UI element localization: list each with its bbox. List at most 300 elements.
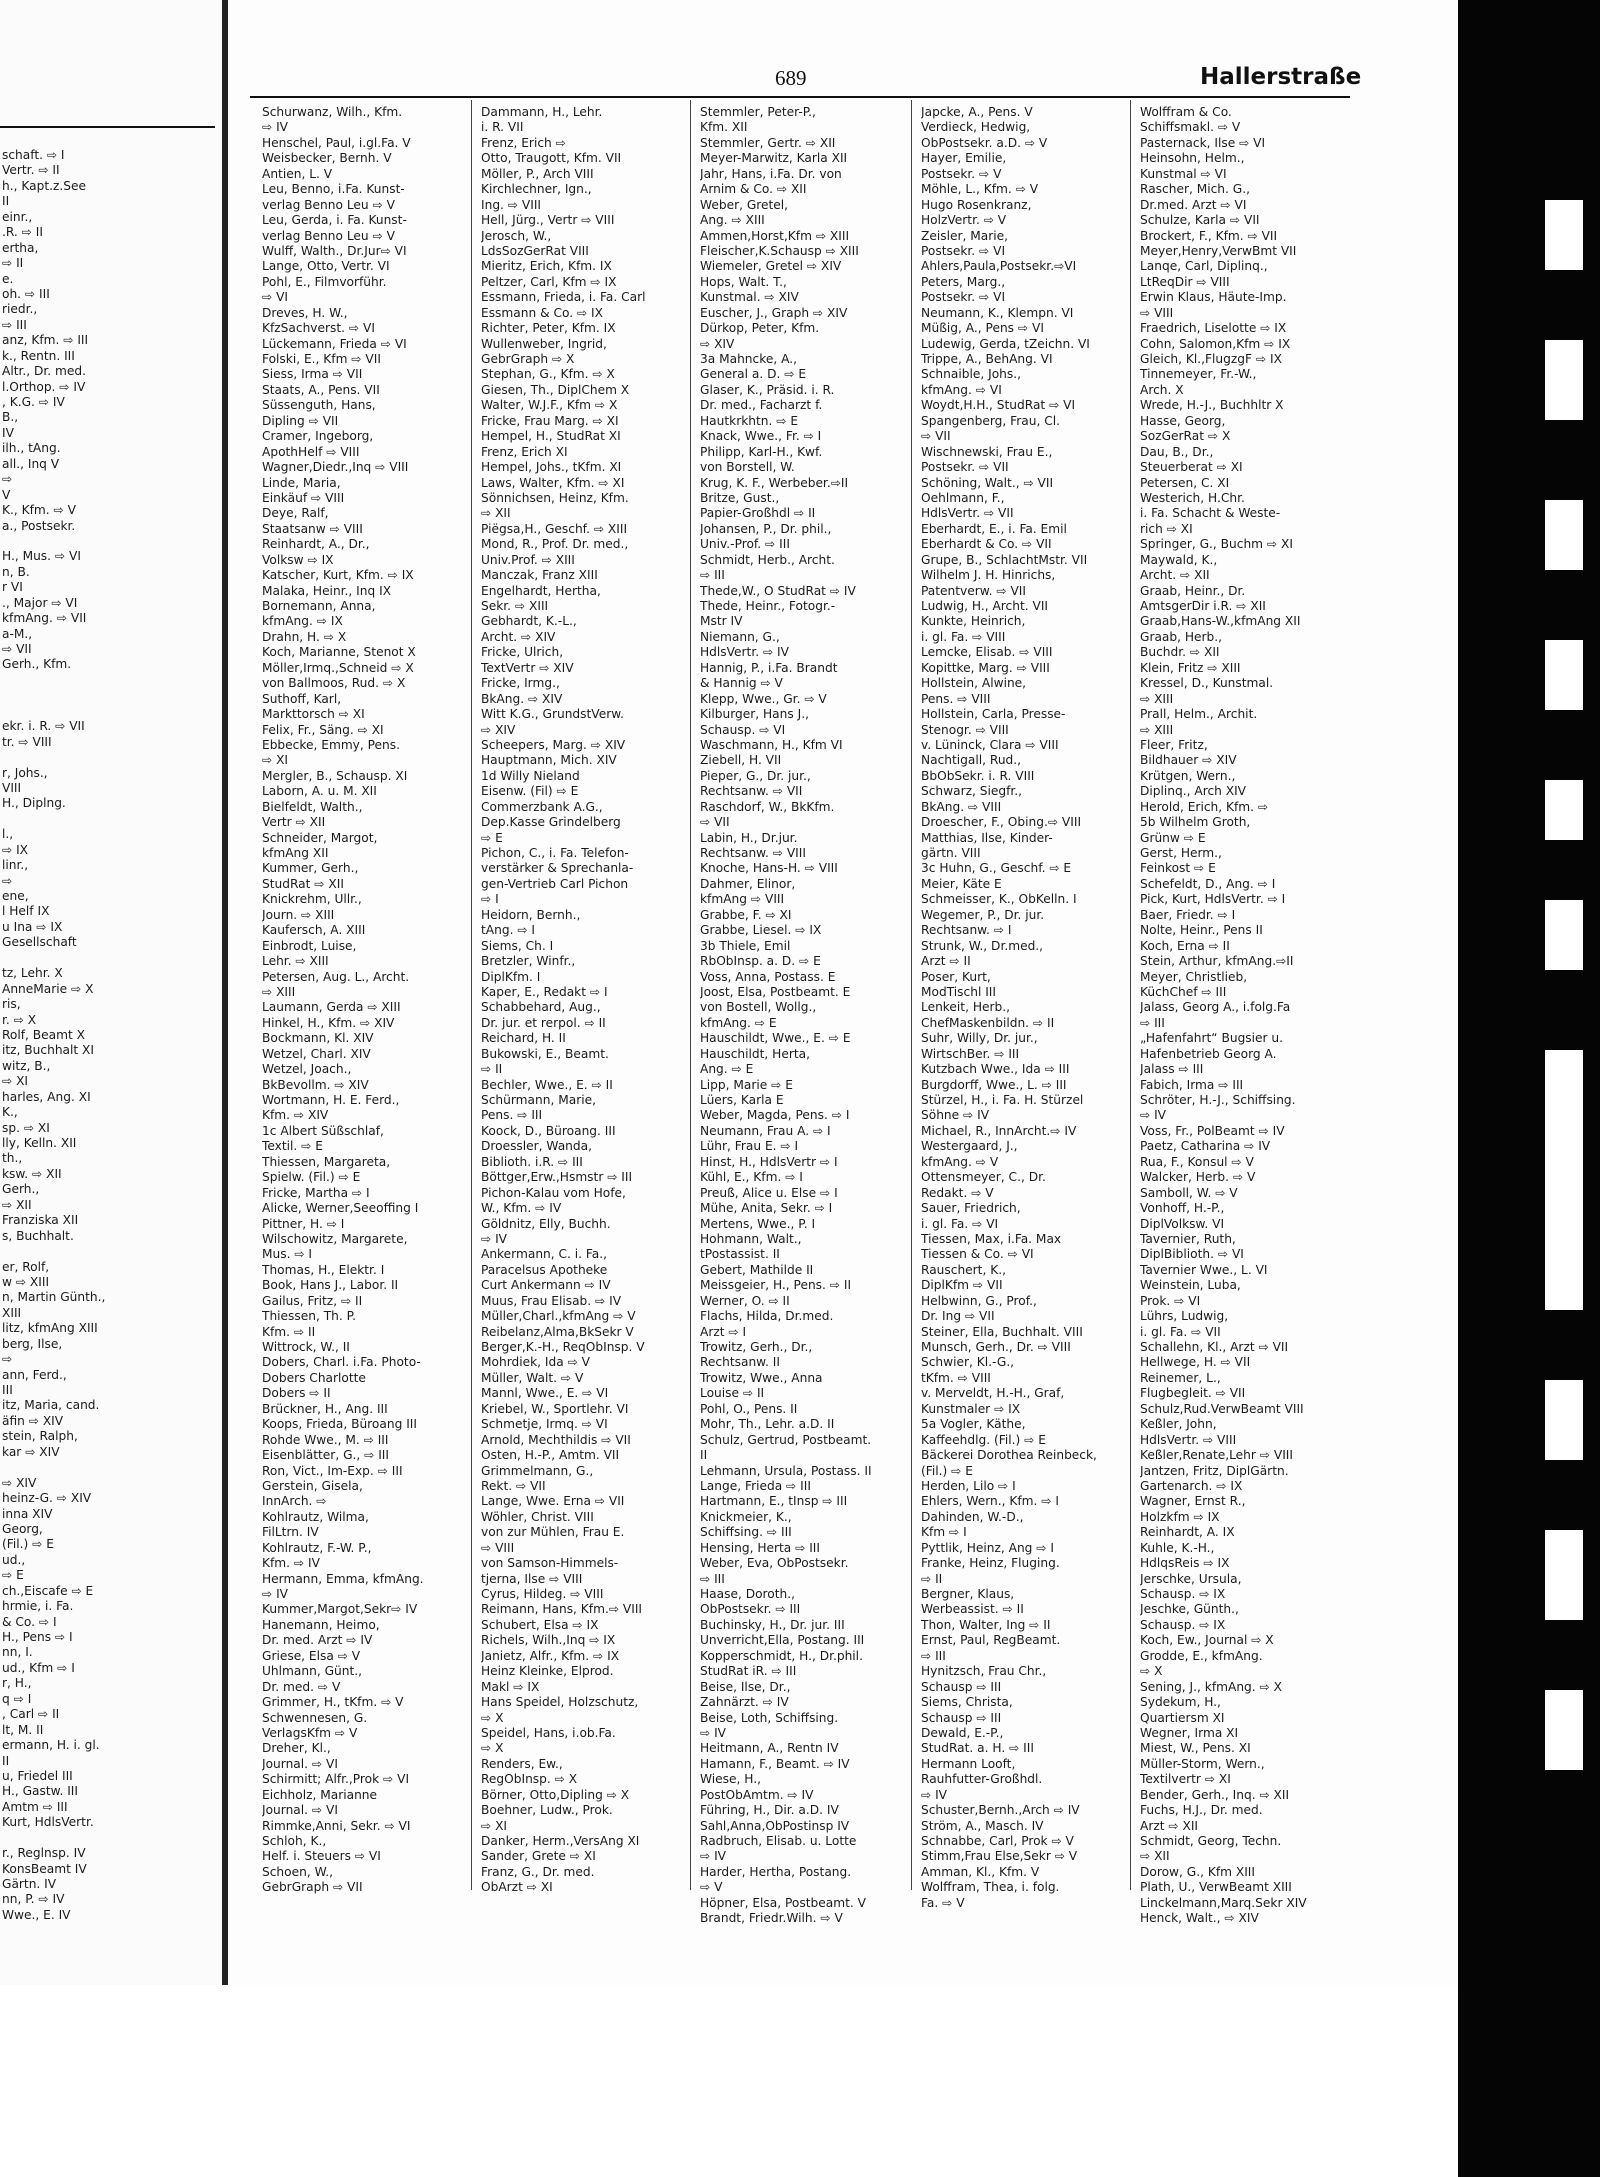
header-rule: [250, 96, 1350, 98]
directory-entry-line: Graab, Herb.,: [1140, 629, 1223, 644]
left-page-line: ilh., tAng.: [2, 441, 61, 456]
directory-entry-line: Hanemann, Heimo,: [262, 1617, 380, 1632]
directory-entry-line: Univ.Prof. ⇨ XIII: [481, 552, 575, 567]
directory-entry-line: Cramer, Ingeborg,: [262, 429, 374, 444]
directory-entry-line: & Hannig ⇨ V: [700, 676, 783, 691]
left-page-line: heinz-G. ⇨ XIV: [2, 1491, 92, 1506]
directory-entry-line: Reibelanz,Alma,BkSekr V: [481, 1324, 634, 1339]
directory-entry-line: ⇨ XIII: [1140, 722, 1174, 737]
directory-entry-line: Ludwig, H., Archt. VII: [921, 599, 1049, 613]
directory-entry-line: W., Kfm. ⇨ IV: [481, 1201, 562, 1216]
directory-entry-line: Thede,W., O StudRat ⇨ IV: [700, 583, 856, 598]
directory-entry-line: Koock, D., Büroang. III: [481, 1123, 616, 1138]
directory-entry-line: Rohde Wwe., M. ⇨ III: [262, 1432, 389, 1447]
scan-edge-marks: [1545, 200, 1585, 1900]
directory-entry-line: kfmAng. ⇨ VI: [921, 382, 1002, 397]
directory-entry-line: tjerna, Ilse ⇨ VIII: [481, 1571, 583, 1586]
directory-entry-line: Wöhler, Christ. VIII: [481, 1509, 594, 1524]
left-page-line: Rolf, Beamt X: [2, 1027, 86, 1042]
directory-entry-line: Jantzen, Fritz, DiplGärtn.: [1140, 1463, 1289, 1478]
directory-entry-line: DiplVolksw. VI: [1140, 1216, 1225, 1231]
directory-entry-line: Cyrus, Hildeg. ⇨ VIII: [481, 1587, 604, 1601]
directory-entry-line: 3a Mahncke, A.,: [700, 352, 797, 366]
directory-entry-line: Thon, Walter, Ing ⇨ II: [921, 1617, 1051, 1632]
directory-entry-line: Haase, Doroth.,: [700, 1587, 795, 1601]
directory-entry-line: Arnold, Mechthildis ⇨ VII: [481, 1432, 631, 1447]
directory-entry-line: von Ballmoos, Rud. ⇨ X: [262, 676, 406, 691]
left-page-line: ⇨: [2, 472, 13, 487]
directory-entry-line: ⇨ X: [1140, 1664, 1163, 1679]
directory-entry-line: Krütgen, Wern.,: [1140, 768, 1236, 783]
directory-entry-line: Makl ⇨ IX: [481, 1679, 540, 1694]
left-page-line: [2, 750, 220, 765]
directory-entry-line: Maywald, K.,: [1140, 552, 1218, 567]
directory-entry-line: „Hafenfahrt“ Bugsier u.: [1140, 1031, 1284, 1046]
directory-entry-line: Engelhardt, Hertha,: [481, 583, 601, 598]
directory-entry-line: Krug, K. F., Werbeber.⇨II: [700, 475, 849, 490]
directory-entry-line: Koops, Frieda, Büroang III: [262, 1417, 417, 1432]
directory-entry-line: PostObAmtm. ⇨ IV: [700, 1787, 814, 1802]
column-separator: [690, 100, 691, 1890]
directory-entry-line: Poser, Kurt,: [921, 969, 991, 984]
directory-entry-line: Hempel, Johs., tKfm. XI: [481, 460, 622, 475]
left-page-line: l.,: [2, 827, 14, 842]
directory-entry-line: tPostassist. II: [700, 1247, 780, 1262]
directory-entry-line: DiplKfm. I: [481, 969, 541, 984]
directory-entry-line: Kriebel, W., Sportlehr. VI: [481, 1401, 629, 1416]
left-page-line: l Helf IX: [2, 904, 50, 919]
directory-entry-line: ⇨ V: [700, 1880, 723, 1895]
directory-entry-line: Mstr IV: [700, 614, 743, 629]
directory-entry-line: ⇨ VIII: [1140, 305, 1174, 320]
left-page-line: w ⇨ XIII: [2, 1274, 50, 1289]
directory-entry-line: Dewald, E.-P.,: [921, 1725, 1004, 1740]
scan-mark: [1545, 500, 1583, 570]
scan-mark: [1545, 1690, 1583, 1770]
directory-entry-line: Jeschke, Günth.,: [1140, 1602, 1239, 1617]
directory-entry-line: Franke, Heinz, Fluging.: [921, 1556, 1060, 1571]
directory-entry-line: Schulz, Gertrud, Postbeamt.: [700, 1432, 872, 1447]
directory-entry-line: Verdieck, Hedwig,: [921, 120, 1031, 135]
left-page-line: r. ⇨ X: [2, 1012, 37, 1027]
directory-entry-line: von Bostell, Wollg.,: [700, 1000, 817, 1015]
directory-entry-line: Fricke, Frau Marg. ⇨ XI: [481, 413, 619, 428]
directory-entry-line: Oehlmann, F.,: [921, 490, 1005, 505]
left-page-line: III: [2, 1383, 13, 1397]
directory-entry-line: Hollstein, Carla, Presse-: [921, 707, 1066, 722]
directory-entry-line: Grabbe, F. ⇨ XI: [700, 907, 792, 922]
directory-entry-line: Glaser, K., Präsid. i. R.: [700, 382, 835, 397]
directory-entry-line: Bielfeldt, Walth.,: [262, 799, 363, 814]
directory-entry-line: kfmAng XII: [262, 846, 329, 860]
left-page-line: n, B.: [2, 564, 30, 579]
directory-entry-line: Hensing, Herta ⇨ III: [700, 1540, 820, 1555]
directory-entry-line: Unverricht,Ella, Postang. III: [700, 1633, 865, 1648]
directory-entry-line: Wilschowitz, Margarete,: [262, 1231, 408, 1246]
directory-entry-line: Prall, Helm., Archit.: [1140, 707, 1258, 722]
directory-entry-line: ObPostsekr. a.D. ⇨ V: [921, 135, 1048, 150]
directory-entry-line: Sauer, Friedrich,: [921, 1201, 1021, 1216]
directory-entry-line: Griese, Elsa ⇨ V: [262, 1648, 361, 1663]
directory-entry-line: Mergler, B., Schausp. XI: [262, 768, 408, 783]
left-page-line: er, Rolf,: [2, 1259, 50, 1274]
directory-entry-line: Schefeldt, D., Ang. ⇨ I: [1140, 876, 1276, 891]
directory-entry-line: Radbruch, Elisab. u. Lotte: [700, 1834, 857, 1848]
directory-entry-line: Richels, Wilh.,Inq ⇨ IX: [481, 1633, 616, 1648]
left-page-line: Franziska XII: [2, 1213, 79, 1228]
directory-entry-line: HdlsVertr. ⇨ IV: [700, 645, 789, 660]
directory-entry-line: Dahmer, Elinor,: [700, 876, 796, 891]
left-page-line: sp. ⇨ XI: [2, 1120, 50, 1135]
directory-entry-line: Munsch, Gerh., Dr. ⇨ VIII: [921, 1340, 1071, 1354]
directory-entry-line: Dobers ⇨ II: [262, 1386, 331, 1401]
directory-entry-line: Keßler,Renate,Lehr ⇨ VIII: [1140, 1448, 1293, 1463]
directory-entry-line: Tiessen & Co. ⇨ VI: [921, 1247, 1034, 1262]
directory-entry-line: Graab,Hans-W.,kfmAng XII: [1140, 614, 1301, 629]
left-page-line: q ⇨ I: [2, 1691, 32, 1706]
scan-mark: [1545, 200, 1583, 270]
directory-entry-line: Schiffsing. ⇨ III: [700, 1525, 792, 1540]
directory-entry-line: Fleischer,K.Schausp ⇨ XIII: [700, 243, 859, 258]
directory-entry-line: Japcke, A., Pens. V: [921, 105, 1033, 119]
directory-entry-line: Pichon, C., i. Fa. Telefon-: [481, 846, 629, 860]
directory-entry-line: ⇨ XI: [481, 1818, 508, 1833]
directory-entry-line: Stemmler, Peter-P.,: [700, 105, 816, 119]
directory-entry-line: Kaufersch, A. XIII: [262, 923, 366, 938]
directory-entry-line: Euscher, J., Graph ⇨ XIV: [700, 305, 848, 320]
directory-entry-line: verstärker & Sprechanla-: [481, 861, 634, 876]
directory-entry-line: Hartmann, E., tInsp ⇨ III: [700, 1494, 848, 1509]
directory-entry-line: Dau, B., Dr.,: [1140, 444, 1214, 459]
directory-entry-line: Dr. med., Facharzt f.: [700, 398, 823, 413]
left-page-line: ch.,Eiscafe ⇨ E: [2, 1583, 94, 1598]
directory-entry-line: Stemmler, Gertr. ⇨ XII: [700, 135, 836, 150]
directory-entry-line: Lückemann, Frieda ⇨ VI: [262, 336, 407, 351]
directory-entry-line: Erwin Klaus, Häute-Imp.: [1140, 290, 1287, 305]
directory-entry-line: Bukowski, E., Beamt.: [481, 1046, 609, 1061]
left-page-line: schaft. ⇨ I: [2, 148, 65, 162]
directory-entry-line: Weinstein, Luba,: [1140, 1278, 1241, 1293]
column-separator: [471, 100, 472, 1890]
directory-entry-line: Suhr, Willy, Dr. jur.,: [921, 1031, 1038, 1046]
directory-entry-line: Osten, H.-P., Amtm. VII: [481, 1448, 620, 1463]
directory-entry-line: Rimmke,Anni, Sekr. ⇨ VI: [262, 1818, 411, 1833]
directory-entry-line: Prok. ⇨ VI: [1140, 1293, 1201, 1308]
directory-entry-line: Schulze, Karla ⇨ VII: [1140, 213, 1260, 228]
directory-entry-line: Schmeisser, K., ObKelln. I: [921, 892, 1077, 907]
left-page-line: [2, 1244, 220, 1259]
directory-entry-line: Grimmer, H., tKfm. ⇨ V: [262, 1695, 404, 1710]
directory-entry-line: Dr. med. ⇨ V: [262, 1679, 341, 1694]
directory-entry-line: Weber, Gretel,: [700, 197, 789, 212]
directory-entry-line: DiplBiblioth. ⇨ VI: [1140, 1247, 1244, 1262]
directory-entry-line: Curt Ankermann ⇨ IV: [481, 1278, 611, 1293]
left-page-line: VIII: [2, 780, 22, 795]
left-page-line: ., Major ⇨ VI: [2, 595, 78, 610]
directory-entry-line: verlag Benno Leu ⇨ V: [262, 197, 395, 212]
left-page-line: Kurt, HdlsVertr.: [2, 1815, 94, 1830]
left-page-line: , Carl ⇨ II: [2, 1707, 60, 1722]
directory-entry-line: Heitmann, A., Rentn IV: [700, 1741, 839, 1756]
directory-entry-line: Suthoff, Karl,: [262, 691, 342, 706]
directory-entry-line: Boehner, Ludw., Prok.: [481, 1803, 613, 1818]
directory-entry-line: Wegner, Irma XI: [1140, 1725, 1239, 1740]
scan-mark: [1545, 900, 1583, 970]
directory-entry-line: Ankermann, C. i. Fa.,: [481, 1247, 608, 1262]
directory-entry-line: Rechtsanw. ⇨ I: [921, 923, 1012, 938]
directory-entry-line: Alicke, Werner,Seeoffing I: [262, 1201, 419, 1216]
directory-entry-line: Brandt, Friedr.Wilh. ⇨ V: [700, 1911, 843, 1926]
left-page-line: Gerh., Kfm.: [2, 657, 72, 672]
directory-entry-line: Linde, Maria,: [262, 475, 341, 490]
directory-entry-line: Fuchs, H.J., Dr. med.: [1140, 1803, 1263, 1818]
directory-entry-line: Drahn, H. ⇨ X: [262, 629, 347, 644]
directory-entry-line: Witt K.G., GrundstVerw.: [481, 707, 624, 722]
left-page-line: .R. ⇨ II: [2, 225, 43, 240]
left-page-line: ene,: [2, 889, 29, 903]
left-page-line: B.,: [2, 410, 19, 425]
directory-entry-line: ⇨ XIII: [262, 984, 296, 999]
directory-entry-line: Lehr. ⇨ XIII: [262, 954, 329, 969]
directory-entry-line: BkAng. ⇨ VIII: [921, 799, 1002, 814]
left-page-line: [2, 704, 220, 719]
directory-entry-line: Labin, H., Dr.jur.: [700, 830, 798, 845]
directory-entry-line: Bender, Gerh., Inq. ⇨ XII: [1140, 1787, 1290, 1802]
directory-entry-line: Hellwege, H. ⇨ VII: [1140, 1355, 1251, 1370]
directory-entry-line: Reinhardt, A. IX: [1140, 1525, 1235, 1540]
left-page-line: hrmie, i. Fa.: [2, 1599, 74, 1614]
directory-entry-line: Hautkrkhtn. ⇨ E: [700, 413, 799, 428]
directory-entry-line: Rascher, Mich. G.,: [1140, 182, 1250, 197]
left-page-line: H., Diplng.: [2, 796, 66, 811]
left-page-line: äfin ⇨ XIV: [2, 1413, 64, 1428]
directory-entry-line: Volksw ⇨ IX: [262, 552, 334, 567]
directory-entry-line: Nachtigall, Rud.,: [921, 753, 1022, 768]
directory-entry-line: i. gl. Fa. ⇨ VIII: [921, 629, 1006, 644]
left-page-line: tr. ⇨ VIII: [2, 734, 52, 749]
left-page-line: Wwe., E. IV: [2, 1907, 71, 1922]
directory-entry-line: Rechtsanw. II: [700, 1355, 780, 1370]
directory-entry-line: Deye, Ralf,: [262, 506, 329, 521]
directory-entry-line: RbObInsp. a. D. ⇨ E: [700, 954, 821, 969]
directory-entry-line: Kunstmal. ⇨ XIV: [700, 290, 799, 305]
directory-entry-line: Hermann Looft,: [921, 1756, 1016, 1771]
directory-entry-line: Eberhardt, E., i. Fa. Emil: [921, 521, 1067, 536]
directory-entry-line: Hamann, F., Beamt. ⇨ IV: [700, 1756, 850, 1771]
directory-entry-line: Schneider, Margot,: [262, 830, 378, 845]
directory-entry-line: Walter, W.J.F., Kfm ⇨ X: [481, 398, 618, 413]
left-page-line: nn, I.: [2, 1645, 33, 1660]
left-page-line: V: [2, 487, 11, 502]
directory-entry-line: Grodde, E., kfmAng.: [1140, 1648, 1263, 1663]
directory-entry-line: Helbwinn, G., Prof.,: [921, 1293, 1037, 1308]
directory-entry-line: Leu, Benno, i.Fa. Kunst-: [262, 182, 405, 197]
directory-entry-line: Postsekr. ⇨ VII: [921, 460, 1009, 475]
directory-entry-line: Hauptmann, Mich. XIV: [481, 753, 617, 768]
directory-entry-line: Matthias, Ilse, Kinder-: [921, 830, 1053, 845]
left-page-line: IV: [2, 425, 14, 440]
left-page-line: XIII: [2, 1305, 22, 1320]
directory-entry-line: kfmAng. ⇨ IX: [262, 614, 343, 629]
directory-entry-line: Droescher, F., Obing.⇨ VIII: [921, 815, 1082, 830]
directory-entry-line: Meyer,Henry,VerwBmt VII: [1140, 243, 1297, 258]
left-page-line: berg, Ilse,: [2, 1336, 63, 1351]
directory-entry-line: Graab, Heinr., Dr.: [1140, 583, 1246, 598]
directory-entry-line: Beise, Ilse, Dr.,: [700, 1679, 791, 1694]
directory-entry-line: Schausp. ⇨ IX: [1140, 1587, 1226, 1601]
left-page-line: KonsBeamt IV: [2, 1861, 87, 1876]
directory-entry-line: von Samson-Himmels-: [481, 1556, 619, 1571]
directory-entry-line: Richter, Peter, Kfm. IX: [481, 321, 616, 336]
directory-entry-line: General a. D. ⇨ E: [700, 367, 807, 382]
directory-entry-line: Reinemer, L.,: [1140, 1370, 1221, 1385]
directory-entry-line: Quartiersm XI: [1140, 1710, 1225, 1725]
directory-entry-line: Wittrock, W., II: [262, 1340, 350, 1354]
directory-entry-line: Gebert, Mathilde II: [700, 1262, 814, 1277]
directory-entry-line: Möller,Irmq.,Schneid ⇨ X: [262, 660, 414, 675]
directory-entry-line: Lemcke, Elisab. ⇨ VIII: [921, 645, 1053, 660]
left-page-line: witz, B.,: [2, 1058, 51, 1073]
directory-entry-line: Cohn, Salomon,Kfm ⇨ IX: [1140, 336, 1291, 351]
directory-entry-line: ⇨ II: [921, 1571, 943, 1586]
directory-entry-line: Harder, Hertha, Postang.: [700, 1864, 852, 1879]
directory-entry-line: Söhne ⇨ IV: [921, 1108, 990, 1123]
left-page-line: [2, 688, 220, 703]
directory-entry-line: Bornemann, Anna,: [262, 599, 376, 613]
directory-entry-line: Giesen, Th., DiplChem X: [481, 382, 630, 397]
directory-entry-line: Rauschert, K.,: [921, 1262, 1006, 1277]
left-page-line: n, Martin Günth.,: [2, 1290, 106, 1305]
directory-entry-line: ⇨ X: [481, 1741, 504, 1756]
directory-entry-line: Jalass, Georg A., i.folg.Fa: [1140, 1000, 1291, 1015]
directory-entry-line: Wulff, Walth., Dr.Jur⇨ VI: [262, 243, 407, 258]
directory-entry-line: Ziebell, H. VII: [700, 753, 782, 768]
left-page-line: H., Pens ⇨ I: [2, 1630, 73, 1644]
left-page-line: k., Rentn. III: [2, 348, 75, 363]
directory-entry-line: Sahl,Anna,ObPostinsp IV: [700, 1818, 850, 1833]
directory-entry-line: Burgdorff, Wwe., L. ⇨ III: [921, 1077, 1067, 1092]
left-page-line: itz, Maria, cand.: [2, 1398, 100, 1413]
left-page-line: ⇨: [2, 1352, 13, 1367]
directory-entry-line: Schloh, K.,: [262, 1834, 327, 1848]
directory-entry-line: Petersen, C. XI: [1140, 475, 1230, 490]
directory-entry-line: Dobers Charlotte: [262, 1370, 366, 1385]
directory-entry-line: Dorow, G., Kfm XIII: [1140, 1864, 1255, 1879]
directory-entry-line: Uhlmann, Günt.,: [262, 1664, 362, 1679]
directory-entry-line: Dipling ⇨ VII: [262, 413, 339, 428]
directory-entry-line: Gleich, Kl.,FlugzgF ⇨ IX: [1140, 352, 1282, 366]
directory-entry-line: Preuß, Alice u. Else ⇨ I: [700, 1185, 838, 1200]
directory-entry-line: Schmidt, Herb., Archt.: [700, 552, 835, 567]
directory-entry-line: Tavernier Wwe., L. VI: [1140, 1262, 1268, 1277]
directory-entry-line: Kohlrautz, Wilma,: [262, 1509, 369, 1524]
directory-entry-line: Schröter, H.-J., Schiffsing.: [1140, 1093, 1296, 1107]
directory-entry-line: Laws, Walter, Kfm. ⇨ XI: [481, 475, 625, 490]
left-page-line: ⇨ E: [2, 1568, 24, 1583]
directory-entry-line: Gebhardt, K.-L.,: [481, 614, 577, 629]
directory-entry-line: Schallehn, Kl., Arzt ⇨ VII: [1140, 1340, 1289, 1354]
directory-entry-line: Renders, Ew.,: [481, 1756, 563, 1771]
directory-column-2: [481, 105, 686, 1896]
directory-entry-line: Niemann, G.,: [700, 629, 780, 644]
scan-mark: [1545, 1530, 1583, 1620]
directory-entry-line: LtReqDir ⇨ VIII: [1140, 274, 1230, 289]
directory-entry-line: Einbrodt, Luise,: [262, 938, 357, 953]
directory-entry-line: Wortmann, H. E. Ferd.,: [262, 1093, 400, 1107]
left-page-line: all., Inq V: [2, 456, 60, 471]
directory-entry-line: Westergaard, J.,: [921, 1139, 1018, 1154]
directory-entry-line: Wiemeler, Gretel ⇨ XIV: [700, 259, 842, 274]
directory-entry-line: Lanqe, Carl, Diplinq.,: [1140, 259, 1268, 274]
directory-entry-line: Reimann, Hans, Kfm.⇨ VIII: [481, 1602, 643, 1617]
directory-entry-line: Droessler, Wanda,: [481, 1139, 592, 1154]
directory-entry-line: Eichholz, Marianne: [262, 1787, 378, 1802]
directory-entry-line: Kilburger, Hans J.,: [700, 707, 809, 722]
directory-entry-line: HdlqsReis ⇨ IX: [1140, 1556, 1230, 1571]
directory-entry-line: Dreves, H. W.,: [262, 305, 348, 320]
directory-entry-line: Ehlers, Wern., Kfm. ⇨ I: [921, 1494, 1059, 1509]
directory-entry-line: Lipp, Marie ⇨ E: [700, 1077, 793, 1092]
left-page-line: nn, P. ⇨ IV: [2, 1892, 65, 1907]
directory-entry-line: Kfm. ⇨ IV: [262, 1556, 320, 1571]
directory-entry-line: Grimmelmann, G.,: [481, 1463, 594, 1478]
directory-entry-line: Muus, Frau Elisab. ⇨ IV: [481, 1293, 622, 1308]
directory-entry-line: Ebbecke, Emmy, Pens.: [262, 737, 401, 752]
directory-entry-line: Helf. i. Steuers ⇨ VI: [262, 1849, 381, 1864]
left-page-line: harles, Ang. XI: [2, 1089, 91, 1104]
left-page-line: & Co. ⇨ I: [2, 1614, 57, 1629]
directory-entry-line: Dammann, H., Lehr.: [481, 105, 603, 119]
left-page-line: a., Postsekr.: [2, 518, 76, 533]
directory-entry-line: HdlsVertr. ⇨ VIII: [1140, 1432, 1237, 1447]
directory-entry-line: Meyer-Marwitz, Karla XII: [700, 151, 848, 166]
directory-entry-line: Bretzler, Winfr.,: [481, 954, 576, 969]
directory-entry-line: Schnaible, Johs.,: [921, 367, 1021, 382]
left-page-line: ⇨: [2, 873, 13, 888]
directory-entry-line: Kühl, E., Kfm. ⇨ I: [700, 1170, 803, 1185]
directory-entry-line: Bechler, Wwe., E. ⇨ II: [481, 1077, 613, 1092]
directory-entry-line: Wolffram, Thea, i. folg.: [921, 1880, 1060, 1895]
directory-entry-line: Schirmitt; Alfr.,Prok ⇨ VI: [262, 1772, 410, 1787]
directory-entry-line: ⇨ II: [481, 1062, 503, 1077]
directory-entry-line: Ahlers,Paula,Postsekr.⇨VI: [921, 259, 1077, 274]
directory-entry-line: ⇨ IV: [481, 1231, 508, 1246]
directory-entry-line: StudRat ⇨ XII: [262, 876, 344, 891]
directory-entry-line: Paracelsus Apotheke: [481, 1262, 608, 1277]
directory-entry-line: Heidorn, Bernh.,: [481, 907, 581, 922]
directory-entry-line: Pens. ⇨ VIII: [921, 691, 991, 706]
directory-entry-line: Kirchlechner, Ign.,: [481, 182, 592, 197]
directory-entry-line: Fabich, Irma ⇨ III: [1140, 1077, 1244, 1092]
directory-entry-line: Walcker, Herb. ⇨ V: [1140, 1170, 1256, 1185]
directory-entry-line: ⇨ XII: [1140, 1849, 1170, 1864]
directory-entry-line: Archt. ⇨ XIV: [481, 629, 556, 644]
directory-entry-line: Hannig, P., i.Fa. Brandt: [700, 660, 838, 675]
directory-entry-line: Wetzel, Charl. XIV: [262, 1046, 371, 1061]
directory-entry-line: Schulz,Rud.VerwBeamt VIII: [1140, 1401, 1304, 1416]
directory-entry-line: Steuerberat ⇨ XI: [1140, 460, 1243, 475]
directory-entry-line: Pick, Kurt, HdlsVertr. ⇨ I: [1140, 892, 1286, 907]
directory-entry-line: 5b Wilhelm Groth,: [1140, 815, 1251, 830]
directory-entry-line: Thiessen, Th. P.: [262, 1309, 356, 1324]
directory-entry-line: Rechtsanw. ⇨ VIII: [700, 846, 806, 860]
left-page-line: stein, Ralph,: [2, 1429, 78, 1444]
left-page-line: a-M.,: [2, 626, 33, 641]
directory-entry-line: Müller, Walt. ⇨ V: [481, 1370, 584, 1385]
directory-entry-line: Ang. ⇨ E: [700, 1062, 754, 1077]
directory-entry-line: Brückner, H., Ang. III: [262, 1401, 388, 1416]
left-page-fragment: [0, 0, 228, 1985]
